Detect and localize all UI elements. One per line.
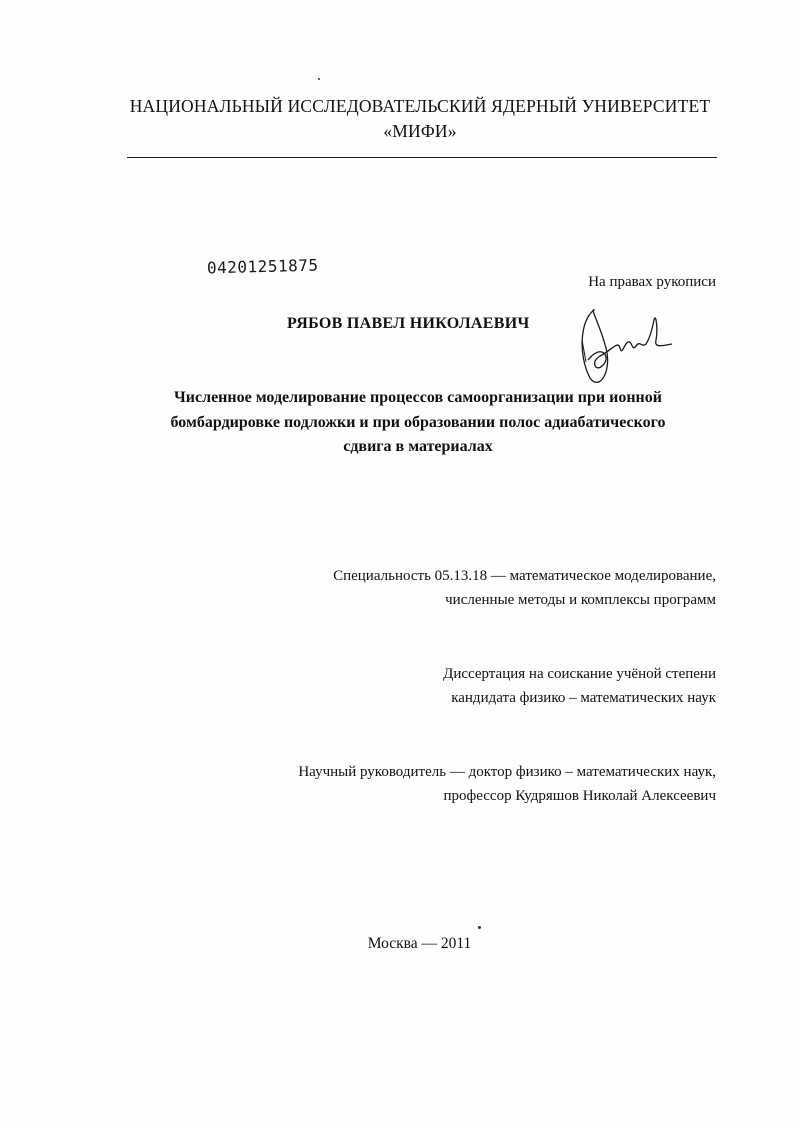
- author-name: РЯБОВ ПАВЕЛ НИКОЛАЕВИЧ: [287, 315, 530, 332]
- dissertation-title-line: Численное моделирование процессов самоорганизации при ионной: [174, 389, 662, 406]
- supervisor-line: Научный руководитель — доктор физико – математических наук,: [298, 764, 716, 780]
- specialty-line: Специальность 05.13.18 — математическое моделирование,: [333, 568, 716, 584]
- university-abbreviation: «МИФИ»: [383, 121, 457, 141]
- scan-speck: [318, 78, 320, 80]
- city-year: Москва — 2011: [367, 935, 472, 952]
- signature-icon: [572, 300, 692, 390]
- dissertation-title-line: сдвига в материалах: [343, 438, 493, 455]
- rights-note: На правах рукописи: [588, 274, 716, 290]
- dissertation-title-line: бомбардировке подложки и при образовании полос адиабатического: [170, 414, 666, 431]
- university-name: НАЦИОНАЛЬНЫЙ ИССЛЕДОВАТЕЛЬСКИЙ ЯДЕРНЫЙ УНИВЕРСИТЕТ: [129, 96, 711, 116]
- registration-number: 04201251875: [206, 255, 319, 278]
- header-divider: [127, 157, 717, 158]
- degree-line: кандидата физико – математических наук: [451, 690, 716, 706]
- supervisor-line: профессор Кудряшов Николай Алексеевич: [443, 788, 716, 804]
- scan-speck: [478, 926, 481, 929]
- degree-line: Диссертация на соискание учёной степени: [443, 666, 716, 682]
- specialty-line: численные методы и комплексы программ: [445, 592, 716, 608]
